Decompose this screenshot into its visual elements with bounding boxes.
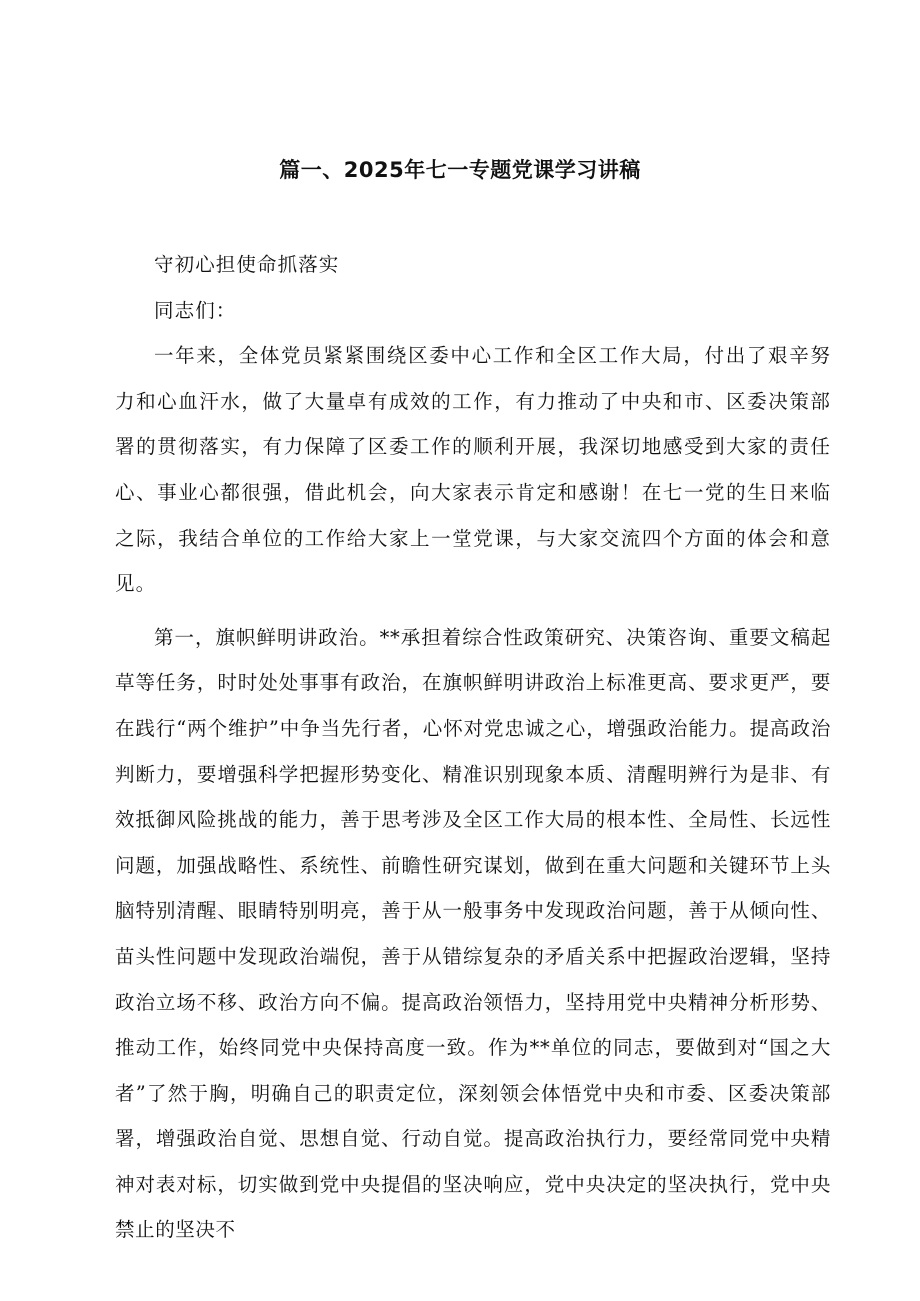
document-title: 篇一、2025年七一专题党课学习讲稿 (279, 158, 641, 182)
salutation-paragraph: 同志们： (154, 298, 237, 322)
intro-paragraph: 一年来，全体党员紧紧围绕区委中心工作和全区工作大局，付出了艰辛努力和心血汗水，做了大量卓有成效的工作，有力推动了中央和市、区委决策部署的贯彻落实，有力保障了区委工作的顺利开展，我深切地感受到大家的责任心、事业心都很强，借此机会，向大家表示肯定和感谢！在七一党的生日来临之际，我结合单位的工作给大家上一堂党课，与大家交流四个方面的体会和意见。 (115, 344, 831, 596)
paragraph-spacer (115, 607, 831, 615)
subtitle-paragraph: 守初心担使命抓落实 (154, 253, 340, 276)
section-one-paragraph: 第一，旗帜鲜明讲政治。**承担着综合性政策研究、决策咨询、重要文稿起草等任务，时时处处事事有政治，在旗帜鲜明讲政治上标准更高、要求更严，要在践行“两个维护”中争当先行者，心怀对党忠诚之心，增强政治能力。提高政治判断力，要增强科学把握形势变化、精准识别现象本质、清醒明辨行为是非、有效抵御风险挑战的能力，善于思考涉及全区工作大局的根本性、全局性、长远性问题，加强战略性、系统性、前瞻性研究谋划，做到在重大问题和关键环节上头脑特别清醒、眼睛特别明亮，善于从一般事务中发现政治问题，善于从倾向性、苗头性问题中发现政治端倪，善于从错综复杂的矛盾关系中把握政治逻辑，坚持政治立场不移、政治方向不偏。提高政治领悟力，坚持用党中央精神分析形势、推动工作，始终同党中央保持高度一致。作为**单位的同志，要做到对“国之大者”了然于胸，明确自己的职责定位，深刻领会体悟党中央和市委、区委决策部署，增强政治自觉、思想自觉、行动自觉。提高政治执行力，要经常同党中央精神对表对标，切实做到党中央提倡的坚决响应，党中央决定的坚决执行，党中央禁止的坚决不 (115, 625, 831, 1242)
document-body (115, 242, 831, 1253)
